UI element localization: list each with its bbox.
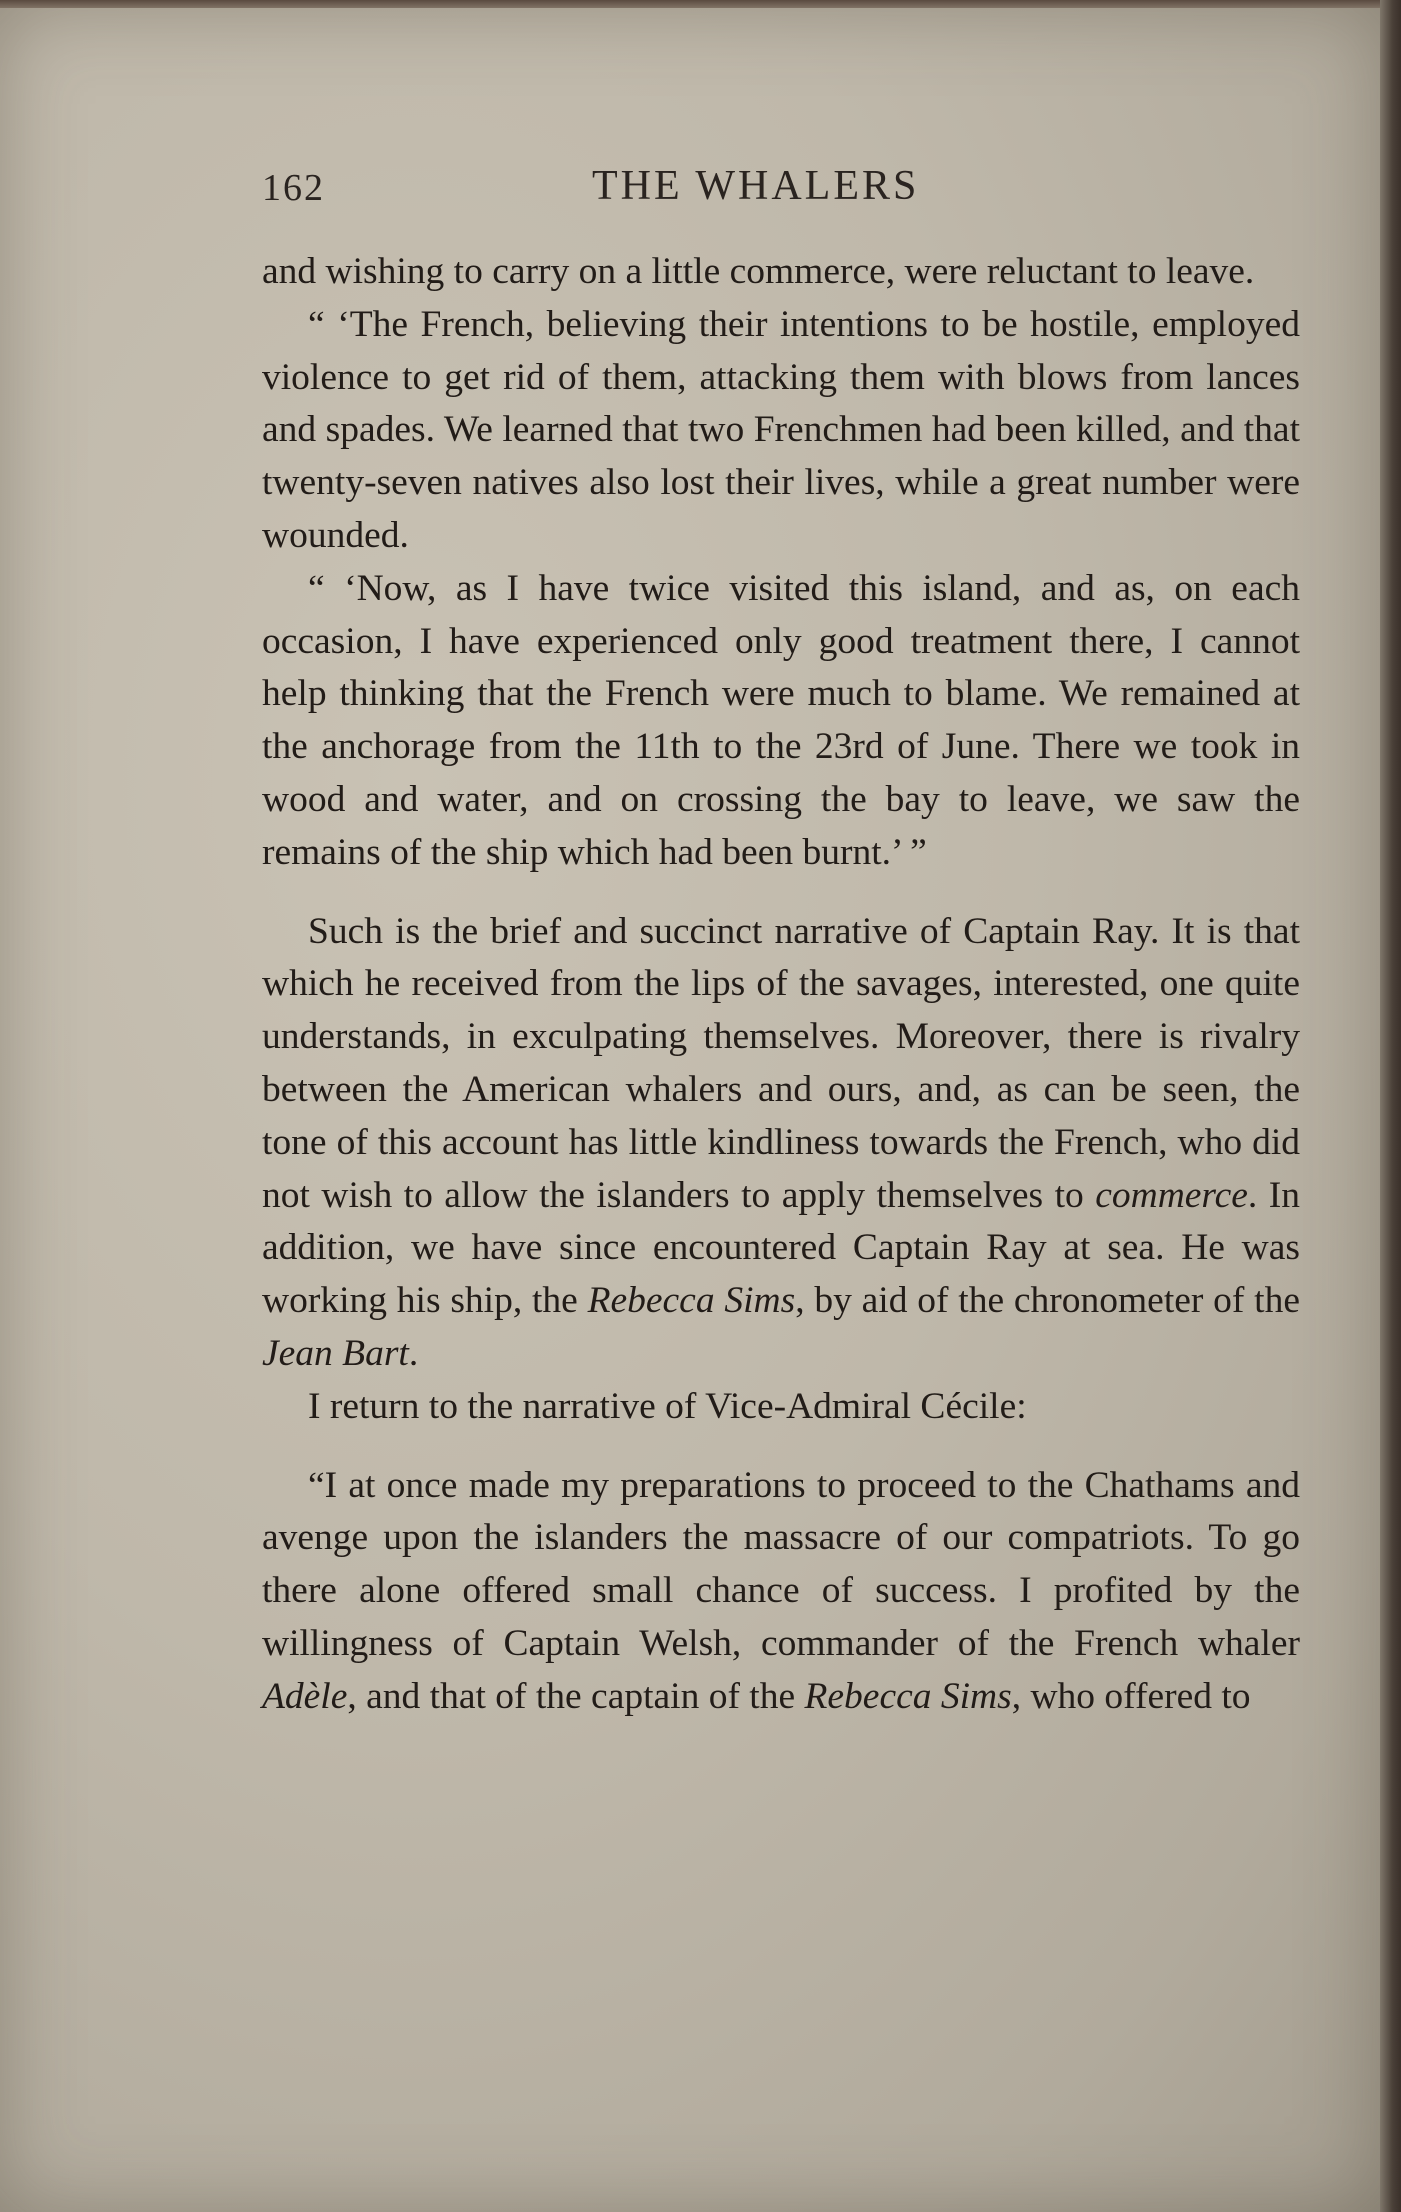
paragraph-4-text-g: . xyxy=(408,1332,419,1374)
paragraph-5: I return to the narrative of Vice-Admiral Cécile: xyxy=(308,1385,1027,1427)
page-header xyxy=(262,158,1300,218)
running-head: THE WHALERS xyxy=(592,163,920,209)
paragraph-2: “ ‘The French, believing their intentions to be hostile, employed violence to get rid of them, attacking them with blows from lances and spades. We learned that two Frenchmen had been killed, and that twenty-seven natives also lost their lives, while a great number were wounded. xyxy=(262,303,1300,556)
paragraph-6-text-e: , who offered to xyxy=(1011,1675,1251,1717)
paragraph-4-text-c: . In addition, we have since encountered Captain Ray at sea. He was working his ship, the xyxy=(262,1174,1300,1322)
italic-ship-jean-bart: Jean Bart xyxy=(262,1332,409,1374)
italic-ship-rebecca-sims-2: Rebecca Sims xyxy=(804,1675,1012,1717)
paragraph-6-text-a: “I at once made my preparations to proceed to the Chathams and avenge upon the islanders the massacre of our compatriots. To go there alone offered small chance of success. I profited by the willingness of Captain Welsh, commander of the French whaler xyxy=(262,1464,1300,1664)
paragraph-4 xyxy=(262,906,1300,1381)
italic-ship-rebecca-sims: Rebecca Sims xyxy=(587,1280,796,1322)
paragraph-4-text-e: , by aid of the chronometer of the xyxy=(795,1280,1301,1322)
page-number: 162 xyxy=(262,167,325,209)
italic-commerce: commerce xyxy=(1095,1174,1248,1216)
paragraph-6-text-c: , and that of the captain of the xyxy=(347,1675,805,1717)
book-page xyxy=(0,8,1380,2212)
body-text xyxy=(262,246,1300,1724)
paragraph-6 xyxy=(262,1460,1300,1724)
italic-ship-adele: Adèle xyxy=(262,1675,348,1717)
paragraph-4-text-a: Such is the brief and succinct narrative of Captain Ray. It is that which he received from the lips of the savages, interested, one quite understands, in exculpating themselves. Moreover, there is rivalry between the American whalers and ours, and, as can be seen, the tone of this account has little kindliness towards the French, who did not wish to allow the islanders to apply themselves to xyxy=(262,910,1300,1216)
paragraph-3: “ ‘Now, as I have twice visited this island, and as, on each occasion, I have experienced only good treatment there, I cannot help thinking that the French were much to blame. We remained at the anchorage from the 11th to the 23rd of June. There we took in wood and water, and on crossing the bay to leave, we saw the remains of the ship which had been burnt.’ ” xyxy=(262,567,1300,873)
page-edge-shadow xyxy=(1380,0,1401,2212)
paragraph-1: and wishing to carry on a little commerce, were reluctant to leave. xyxy=(262,251,1255,292)
